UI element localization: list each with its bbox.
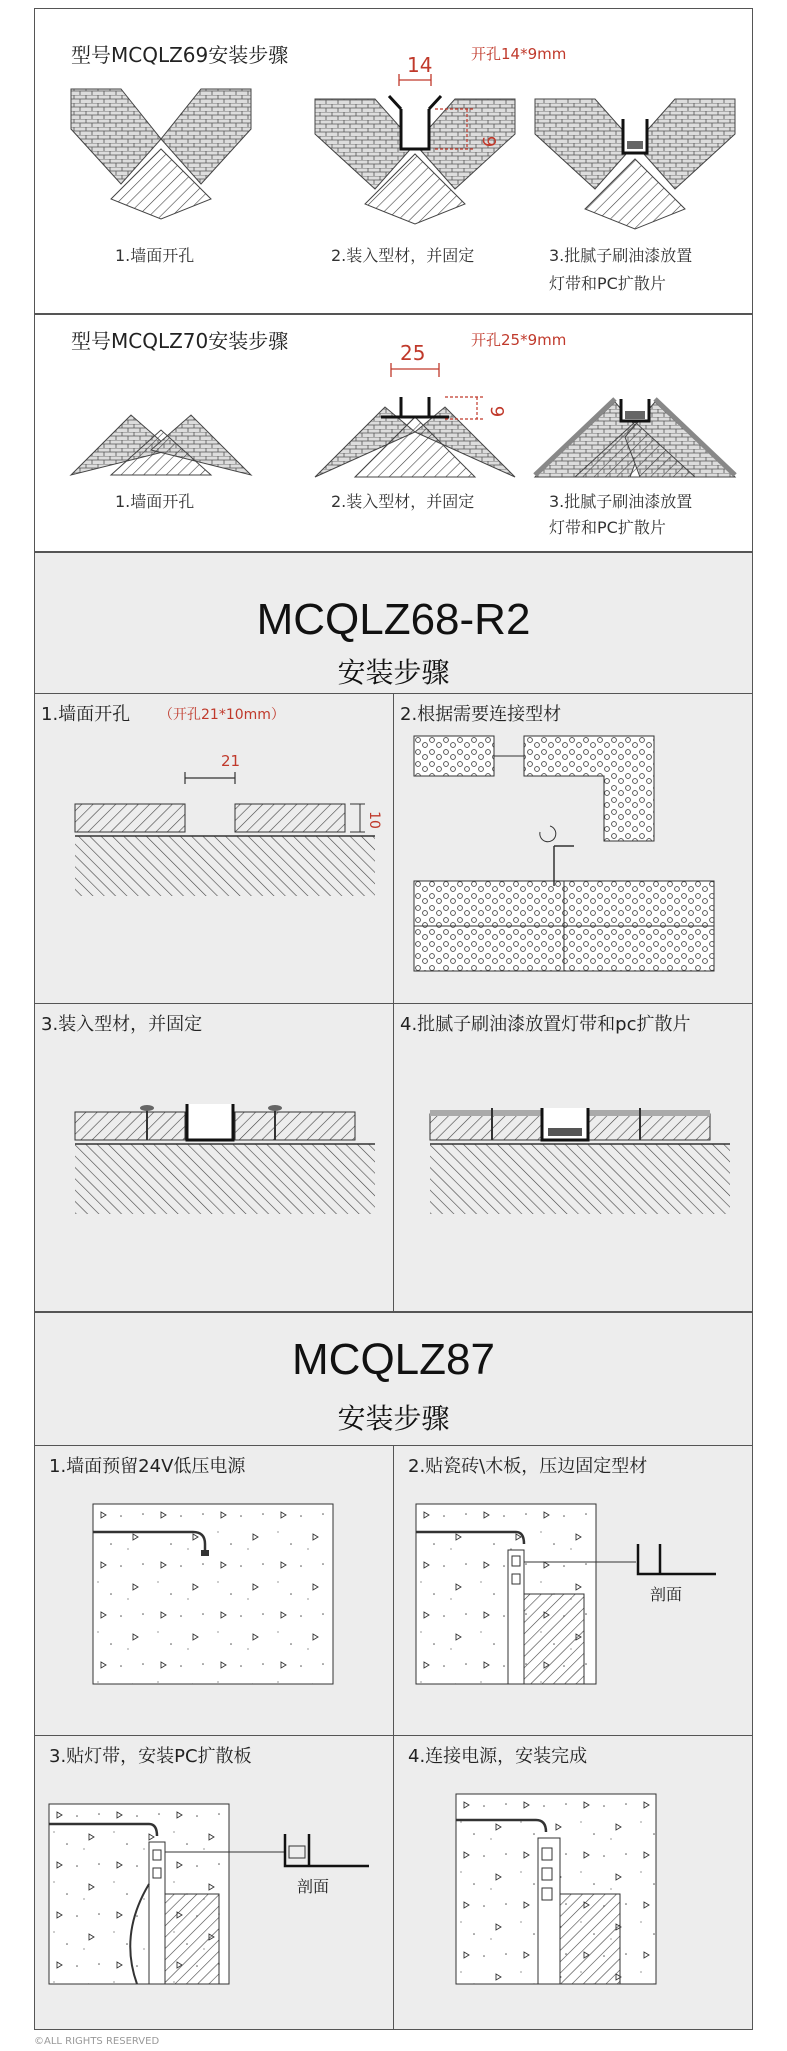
panel-mcqlz87 bbox=[34, 1312, 753, 2030]
diagram-tile-profile bbox=[416, 1504, 736, 1684]
panel2-caption-1: 1.墙面开孔 bbox=[115, 492, 195, 511]
panel1-caption-4: 灯带和PC扩散片 bbox=[549, 274, 666, 293]
step-cell-2 bbox=[394, 1445, 753, 1735]
diagram-step3-peak bbox=[535, 377, 735, 482]
hole-size-note: 开孔25*9mm bbox=[471, 331, 567, 349]
step-label: 3.装入型材，并固定 bbox=[41, 1014, 203, 1035]
panel-mcqlz68-r2 bbox=[34, 552, 753, 1312]
diagram-step3-corner bbox=[535, 79, 735, 229]
hole-size-note: （开孔21*10mm） bbox=[159, 707, 285, 723]
install-steps-subtitle: 安装步骤 bbox=[337, 656, 450, 689]
model-title: MCQLZ68-R2 bbox=[256, 595, 531, 644]
section-label: 剖面 bbox=[297, 1877, 330, 1896]
diagram-wall-hole bbox=[75, 754, 375, 904]
dim-width-label: 21 bbox=[221, 752, 241, 770]
footer-watermark: ©ALL RIGHTS RESERVED bbox=[34, 2036, 160, 2047]
step-cell-2 bbox=[394, 693, 753, 1003]
step-cell-4 bbox=[394, 1735, 753, 2030]
diagram-wall-power bbox=[93, 1504, 333, 1684]
panel2-caption-3: 3.批腻子刷油漆放置 bbox=[549, 492, 693, 511]
diagram-step2-peak bbox=[305, 357, 525, 482]
dim-depth-label: 9 bbox=[486, 405, 508, 418]
panel2-caption-4: 灯带和PC扩散片 bbox=[549, 518, 666, 537]
dim-depth-label: 9 bbox=[478, 135, 500, 148]
step-cell-1 bbox=[35, 693, 394, 1003]
step-cell-3 bbox=[35, 1735, 394, 2030]
install-steps-subtitle: 安装步骤 bbox=[337, 1402, 450, 1435]
panel2-caption-2: 2.装入型材，并固定 bbox=[331, 492, 475, 511]
diagram-connect-profiles bbox=[414, 736, 744, 986]
step-label: 1.墙面预留24V低压电源 bbox=[49, 1456, 246, 1477]
step-label: 2.根据需要连接型材 bbox=[400, 704, 562, 725]
step-label: 4.批腻子刷油漆放置灯带和pc扩散片 bbox=[400, 1014, 691, 1035]
panel-title: 型号MCQLZ70安装步骤 bbox=[71, 329, 289, 353]
model-title: MCQLZ87 bbox=[292, 1335, 495, 1384]
step-label: 2.贴瓷砖\木板，压边固定型材 bbox=[408, 1456, 648, 1477]
panel1-caption-3: 3.批腻子刷油漆放置 bbox=[549, 246, 693, 265]
panel-title: 型号MCQLZ69安装步骤 bbox=[71, 43, 289, 67]
panel-mcqlz69 bbox=[34, 8, 753, 314]
section-label: 剖面 bbox=[650, 1585, 683, 1604]
step-label: 4.连接电源，安装完成 bbox=[408, 1746, 588, 1767]
diagram-complete bbox=[456, 1794, 656, 1984]
step-label: 3.贴灯带，安装PC扩散板 bbox=[49, 1746, 252, 1767]
dim-width-label: 14 bbox=[407, 53, 433, 77]
panel1-caption-1: 1.墙面开孔 bbox=[115, 246, 195, 265]
hole-size-note: 开孔14*9mm bbox=[471, 45, 567, 63]
diagram-step1-corner bbox=[71, 79, 251, 219]
step-label: 1.墙面开孔 bbox=[41, 704, 131, 725]
diagram-finished-profile bbox=[430, 1100, 730, 1220]
dim-depth-label: 10 bbox=[365, 811, 382, 829]
dim-width-label: 25 bbox=[400, 341, 426, 365]
panel1-caption-2: 2.装入型材，并固定 bbox=[331, 246, 475, 265]
panel-mcqlz70 bbox=[34, 314, 753, 552]
diagram-led-strip bbox=[49, 1804, 389, 1984]
step-cell-3 bbox=[35, 1003, 394, 1312]
step-cell-4 bbox=[394, 1003, 753, 1312]
diagram-install-profile bbox=[75, 1100, 375, 1220]
step-cell-1 bbox=[35, 1445, 394, 1735]
diagram-step1-peak bbox=[71, 400, 251, 480]
